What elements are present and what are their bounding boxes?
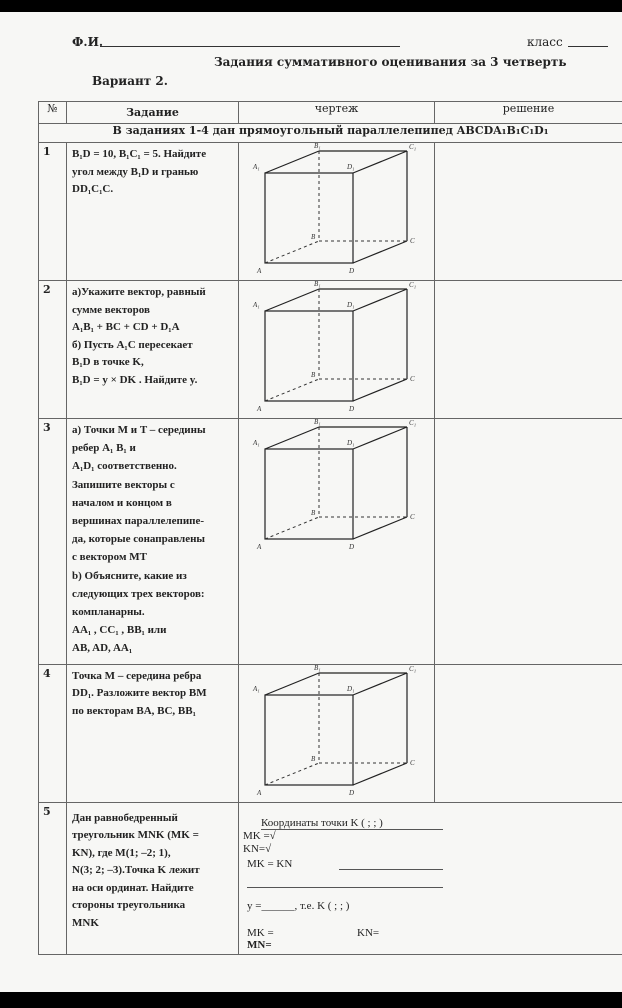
task-line: началом и концом в: [72, 496, 172, 509]
task-line: угол между B₁D и гранью: [72, 165, 199, 178]
col-solution-header: решение: [435, 102, 622, 124]
task-text: [67, 802, 239, 954]
task-line: B₁D в точке K,: [72, 356, 144, 368]
cube-drawing: [239, 281, 435, 419]
edge: [353, 427, 407, 449]
task-line: Запишите векторы с: [72, 478, 175, 491]
task-line: компланарны.: [72, 606, 145, 619]
label-c: C: [410, 237, 415, 245]
answer-line: [339, 869, 443, 870]
label-d: D: [349, 788, 355, 797]
label-b: B: [311, 509, 316, 517]
task-line: Точка M – середина ребра: [72, 669, 202, 682]
solution-cell[interactable]: [435, 281, 622, 419]
parallelepiped-figure: [239, 281, 435, 415]
label-c: C: [410, 513, 415, 521]
kn-root: KN=√: [243, 842, 272, 855]
task-line: AA₁ , CC₁ , BB₁ или: [72, 624, 167, 637]
mk-equals-kn: MK = KN: [247, 857, 293, 870]
solution-cell[interactable]: [435, 143, 622, 281]
worksheet-page: [0, 12, 622, 992]
task-line: ребер A₁ B₁ и: [72, 442, 136, 455]
col-num-header: №: [39, 102, 67, 124]
task-line: DD₁C₁C.: [72, 183, 114, 195]
task-line: B₁D = y × DK . Найдите y.: [72, 373, 198, 386]
edge: [265, 673, 319, 695]
edge: [353, 763, 407, 785]
label-a1: A₁: [253, 684, 260, 693]
cube-drawing: [239, 664, 435, 802]
label-b1: B₁: [314, 664, 321, 672]
task-line: MNK: [72, 916, 99, 929]
task-line: b) Объясните, какие из: [72, 569, 187, 582]
edge: [353, 379, 407, 401]
cube-drawing: [239, 143, 435, 281]
label-b: B: [311, 371, 316, 379]
task-line: по векторам BA, BC, BB₁: [72, 704, 196, 717]
label-b: B: [311, 754, 316, 763]
task-line: N(3; 2; –3).Точка K лежит: [72, 864, 200, 877]
label-a1: A₁: [253, 439, 260, 447]
task-text: [67, 664, 239, 802]
solution-cell[interactable]: [435, 419, 622, 665]
label-a: A: [257, 267, 262, 275]
fio-line: [100, 46, 400, 47]
task-line: следующих трех векторов:: [72, 587, 205, 600]
label-b1: B₁: [314, 281, 321, 288]
edge: [265, 427, 319, 449]
task-line: сумме векторов: [72, 303, 150, 316]
edge: [265, 151, 319, 173]
task-line: A₁B₁ + BC + CD + D₁A: [72, 321, 180, 333]
task-line: с вектором MT: [72, 551, 147, 564]
label-c1: C₁: [409, 143, 417, 151]
task-number: 1: [39, 143, 67, 281]
fio-label: Ф.И.: [72, 35, 104, 49]
label-d1: D₁: [347, 163, 355, 171]
mk-root: MK =√: [243, 829, 276, 842]
cube-drawing: [239, 419, 435, 665]
task-text: [67, 281, 239, 419]
variant-label: Вариант 2.: [92, 74, 168, 88]
answer-line: [247, 887, 443, 888]
label-a1: A₁: [253, 163, 260, 171]
task-line: стороны треугольника: [72, 899, 186, 912]
hidden-edge: [265, 517, 319, 539]
task-line: треугольник MNK (MK =: [72, 829, 199, 842]
label-c1: C₁: [409, 281, 417, 289]
label-a: A: [257, 543, 262, 551]
task-line: б) Пусть A₁C пересекает: [72, 338, 193, 351]
label-a: A: [257, 405, 262, 413]
task-number: 5: [39, 802, 67, 954]
hidden-edge: [265, 241, 319, 263]
front-face: [265, 449, 353, 539]
task-row-3: [39, 419, 622, 665]
edge: [353, 289, 407, 311]
task-number: 3: [39, 419, 67, 665]
front-face: [265, 311, 353, 401]
label-d1: D₁: [347, 684, 355, 693]
parallelepiped-figure: [239, 143, 435, 277]
label-d: D: [349, 267, 355, 275]
label-c: C: [410, 375, 415, 383]
coords-line: Координаты точки K ( ; ; ): [261, 816, 383, 829]
task-line: вершинах параллелепипе-: [72, 515, 205, 528]
label-a: A: [257, 788, 262, 797]
label-b1: B₁: [314, 143, 321, 150]
kn-answer: KN=: [357, 926, 380, 939]
banner-text: В заданиях 1-4 дан прямоугольный параллелепипед ABCDA₁B₁C₁D₁: [39, 124, 622, 143]
task-line: DD₁. Разложите вектор BM: [72, 687, 207, 700]
task-line: B₁D = 10, B₁C₁ = 5. Найдите: [72, 148, 207, 160]
edge: [353, 241, 407, 263]
tasks-table: [38, 101, 622, 955]
task-row-2: [39, 281, 622, 419]
edge: [353, 151, 407, 173]
label-c1: C₁: [409, 419, 417, 427]
header-row: [39, 102, 622, 124]
label-b1: B₁: [314, 419, 321, 426]
task-number: 2: [39, 281, 67, 419]
mn-answer: MN=: [247, 938, 272, 951]
task-line: да, которые сонаправлены: [72, 533, 206, 546]
task-line: на оси ординат. Найдите: [72, 881, 194, 894]
task-row-4: [39, 664, 622, 802]
y-answer-line: y =______, т.е. K ( ; ; ): [247, 899, 350, 912]
task-line: AB, AD, AA₁: [72, 642, 133, 655]
task-text: [67, 143, 239, 281]
task-line: A₁D₁ соответственно.: [72, 460, 177, 473]
label-a1: A₁: [253, 301, 260, 309]
task5-work-area[interactable]: [239, 802, 622, 954]
front-face: [265, 173, 353, 263]
task-line: а)Укажите вектор, равный: [72, 286, 206, 298]
class-label: класс: [527, 35, 563, 49]
label-d1: D₁: [347, 439, 355, 447]
task-text: [67, 419, 239, 665]
label-b: B: [311, 233, 316, 241]
col-task-header: Задание: [67, 102, 239, 124]
parallelepiped-figure: [239, 419, 435, 553]
label-d: D: [349, 543, 355, 551]
class-line: [568, 46, 608, 47]
label-c1: C₁: [409, 664, 417, 673]
edge: [265, 289, 319, 311]
label-c: C: [410, 758, 415, 767]
col-drawing-header: чертеж: [239, 102, 435, 124]
task-line: а) Точки M и T – середины: [72, 424, 206, 436]
edge: [353, 673, 407, 695]
coords-underline: [261, 829, 443, 830]
mk-answer: MK =: [247, 926, 274, 939]
label-d1: D₁: [347, 301, 355, 309]
task-row-5: [39, 802, 622, 954]
label-d: D: [349, 405, 355, 413]
hidden-edge: [265, 379, 319, 401]
task-line: KN), где M(1; –2; 1),: [72, 846, 171, 859]
front-face: [265, 695, 353, 785]
page-title: Задания суммативного оценивания за 3 четверть: [214, 55, 567, 69]
edge: [353, 517, 407, 539]
hidden-edge: [265, 763, 319, 785]
parallelepiped-figure: [239, 665, 435, 799]
solution-cell[interactable]: [435, 664, 622, 802]
task-number: 4: [39, 664, 67, 802]
task-line: Дан равнобедренный: [72, 811, 178, 824]
task-row-1: [39, 143, 622, 281]
